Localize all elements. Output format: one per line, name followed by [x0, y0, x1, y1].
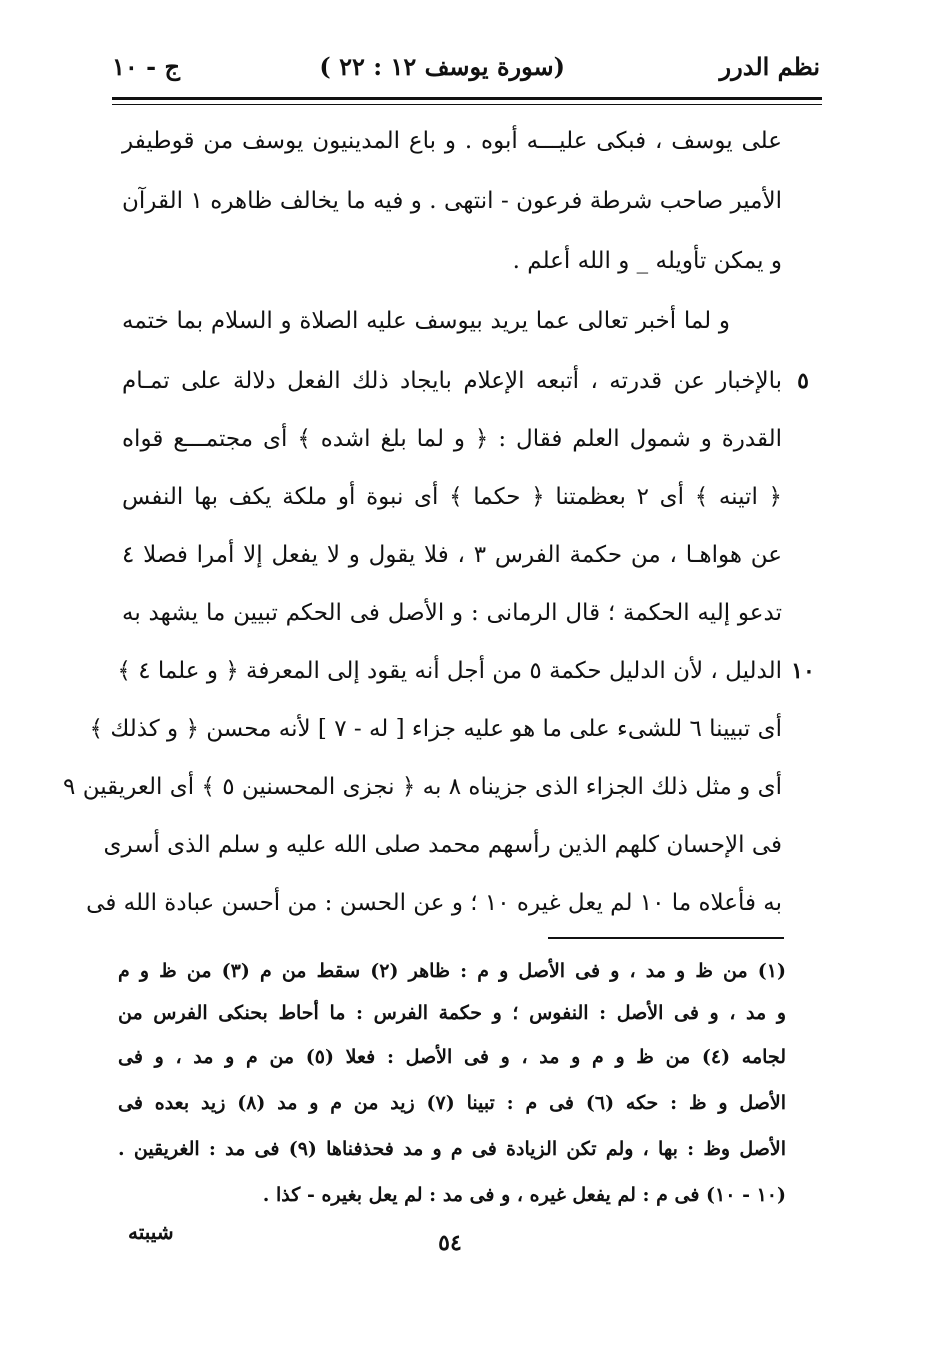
- text-line: بالإخبار عن قدرته ، أتبعه الإعلام بايجاد ذلك الفعل دلالة على تمـام: [122, 368, 782, 394]
- footnote-rule: [548, 937, 784, 939]
- book-title: نظم الدرر: [719, 52, 820, 81]
- footnote-line: الأصل و ظ : حكه (٦) فى م : تبينا (٧) زيد من م و مد (٨) زيد بعده فى: [118, 1092, 787, 1114]
- text-line: القدرة و شمول العلم فقال : ﴿ و لما بلغ اشده ﴾ أى مجتمـــع قواه: [122, 426, 782, 452]
- page-number: ٥٤: [438, 1230, 462, 1256]
- footnote-line: الأصل وظ : بها ، ولم تكن الزيادة فى م و مد فحذفناها (٩) فى مد : الغريقين .: [118, 1138, 786, 1160]
- text-line: ﴿ اتينه ﴾ أى ٢ بعظمتنا ﴿ حكما ﴾ أى نبوة أو ملكة يكف بها النفس: [122, 484, 783, 510]
- text-line: تدعو إليه الحكمة ؛ قال الرمانى : و الأصل فى الحكم تبيين ما يشهد به: [122, 600, 782, 626]
- text-line: فى الإحسان كلهم الذين رأسهم محمد صلى الله عليه و سلم الذى أسرى: [103, 832, 782, 858]
- surah-reference: (سورة يوسف ١٢ : ٢٢ ): [319, 52, 565, 81]
- text-line: على يوسف ، فبكى عليـــه أبوه . و باع المدينيون يوسف من قوطيفر: [122, 128, 782, 154]
- text-line: الأمير صاحب شرطة فرعون - انتهى . و فيه ما يخالف ظاهره ١ القرآن: [122, 188, 782, 214]
- footnote-line: (١٠ - ١٠) فى م : لم يفعل غيره ، و فى مد : لم يعل بغيره - كذا .: [262, 1184, 786, 1206]
- text-line: أى و مثل ذلك الجزاء الذى جزيناه ٨ به ﴿ نجزى المحسنين ٥ ﴾ أى العريقين ٩: [63, 774, 782, 800]
- footnote-line: (١) من ظ و مد ، و فى الأصل و م : ظاهر (٢) سقط من م (٣) من ظ و م: [118, 960, 786, 982]
- running-header: [112, 46, 820, 92]
- header-rule-thin: [112, 104, 822, 105]
- footnote-line: و مد ، و فى الأصل : النفوس ؛ و حكمة الفرس : ما أحاط بحنكى الفرس من: [118, 1002, 786, 1024]
- text-line: و لما أخبر تعالى عما يريد بيوسف عليه الصلاة و السلام بما ختمه: [122, 308, 730, 334]
- part-number: ج - ١٠: [112, 52, 180, 81]
- text-line: الدليل ، لأن الدليل حكمة ٥ من أجل أنه يقود إلى المعرفة ﴿ و علما ٤ ﴾: [117, 658, 782, 684]
- text-line: أى تبيينا ٦ للشىء على ما هو عليه جزاء [ له - ٧ ] لأنه محسن ﴿ و كذلك ﴾: [89, 716, 782, 742]
- line-number: ٥: [797, 368, 809, 394]
- footnote-line: لجامه (٤) من ظ و م و مد ، و فى الأصل : فعلا (٥) من م و مد ، و فى: [118, 1046, 786, 1068]
- header-rule: [112, 97, 822, 100]
- catchword: شيبته: [128, 1220, 174, 1244]
- text-line: عن هواهـا ، من حكمة الفرس ٣ ، فلا يقول و لا يفعل إلا أمرا فصلا ٤: [122, 542, 782, 568]
- text-line: و يمكن تأويله _ و الله أعلم .: [512, 248, 782, 274]
- text-line: به فأعلاه ما ١٠ لم يعل غيره ١٠ ؛ و عن الحسن : من أحسن عبادة الله فى: [86, 890, 782, 916]
- line-number: ١٠: [791, 658, 815, 684]
